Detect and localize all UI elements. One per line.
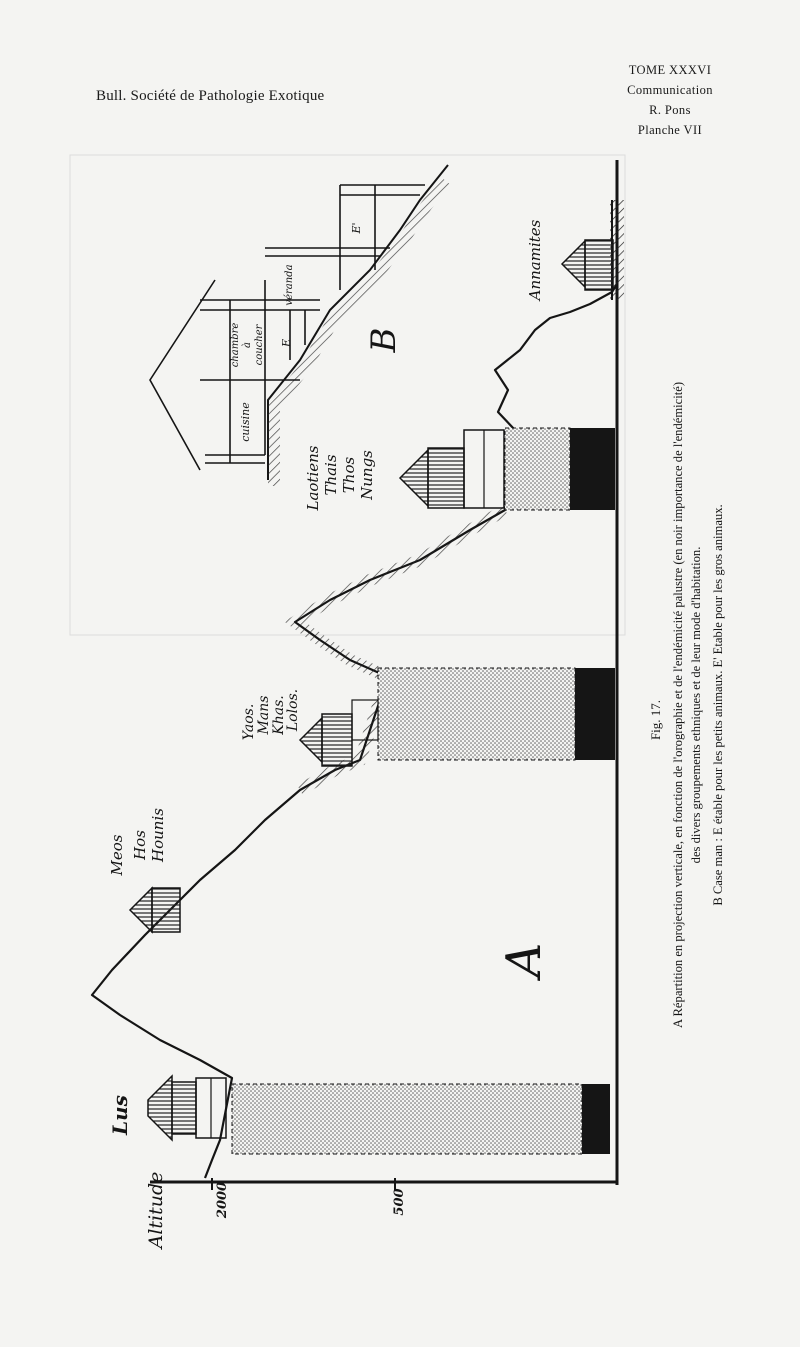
label-mans: Mans <box>256 695 272 735</box>
author-label: R. Pons <box>649 103 691 117</box>
band-laotiens <box>505 428 570 510</box>
label-lus: Lus <box>108 1095 132 1135</box>
label-khas: Khas. <box>271 695 287 735</box>
house-annamites <box>562 240 613 290</box>
label-chambre-a: à <box>242 342 253 348</box>
label-veranda: véranda <box>284 264 295 306</box>
label-lolos: Lolos. <box>285 688 301 732</box>
label-e-prime: E' <box>350 222 363 234</box>
label-meos: Meos <box>108 834 126 876</box>
region-b-label: B <box>364 327 404 353</box>
label-cuisine: cuisine <box>239 402 252 442</box>
band-yaos <box>378 668 575 760</box>
label-nungs: Nungs <box>358 450 376 500</box>
house-lus <box>148 1076 226 1140</box>
figure-number: Fig. 17. <box>648 699 663 741</box>
caption-line-1: A Répartition en projection verticale, en fonction de l'orographie et de l'endémicité palustre (en noir importance de l'endémicité) <box>671 381 685 1029</box>
label-hos: Hos <box>131 830 149 860</box>
caption-line-2: des divers groupements ethniques et de leur mode d'habitation. <box>689 546 703 864</box>
band-lus <box>232 1084 582 1154</box>
region-a-label: A <box>496 942 552 978</box>
label-annamites: Annamites <box>526 219 544 301</box>
label-laotiens: Laotiens <box>304 445 322 511</box>
axis-title: Altitude <box>145 1171 167 1249</box>
caption-line-3: B Case man : E étable pour les petits animaux. E' Etable pour les gros animaux. <box>711 504 725 906</box>
section-label: Communication <box>627 83 713 97</box>
label-thais: Thais <box>322 454 340 496</box>
endemicity-laotiens <box>570 428 615 510</box>
label-thos: Thos <box>340 456 358 494</box>
tick-label-2000: 2000 <box>215 1181 230 1219</box>
tick-label-500: 500 <box>392 1188 407 1216</box>
label-e: E <box>280 338 293 348</box>
label-hounis: Hounis <box>149 808 167 862</box>
label-chambre-coucher: coucher <box>254 324 265 366</box>
label-chambre: chambre <box>230 322 241 368</box>
house-laotiens <box>400 430 504 508</box>
plate-label: Planche VII <box>637 123 703 137</box>
endemicity-yaos <box>575 668 615 760</box>
house-meos <box>130 888 180 932</box>
house-man-b <box>150 185 425 470</box>
label-yaos: Yaos. <box>241 703 257 741</box>
tome-label: TOME XXXVI <box>628 63 712 77</box>
endemicity-lus <box>582 1084 610 1154</box>
journal-title: Bull. Société de Pathologie Exotique <box>96 88 325 104</box>
